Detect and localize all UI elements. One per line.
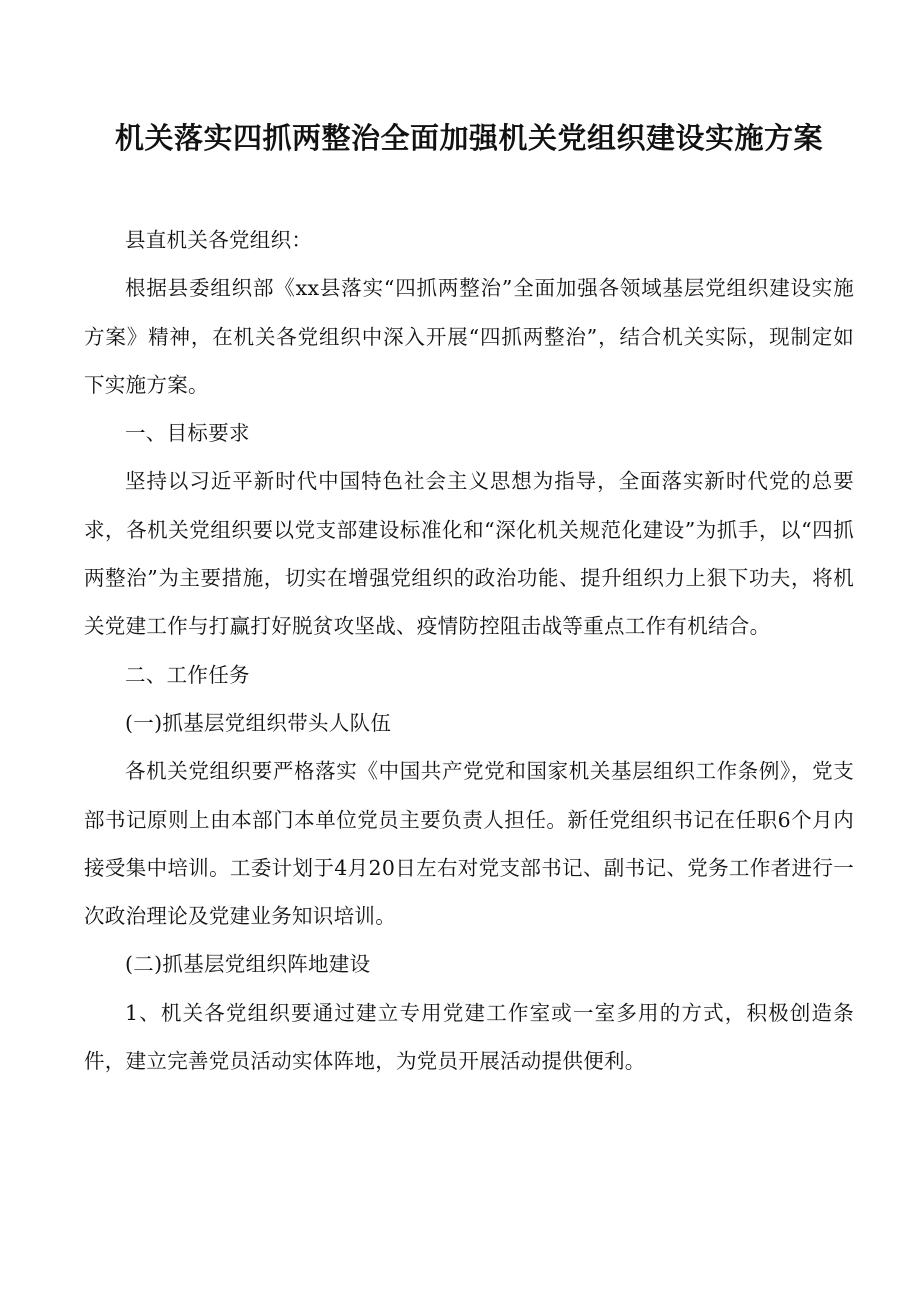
goals-paragraph: 坚持以习近平新时代中国特色社会主义思想为指导，全面落实新时代党的总要求，各机关党组织要以党支部建设标准化和“深化机关规范化建设”为抓手，以“四抓两整治”为主要措施，切实在增强党组织的政治功能、提升组织力上狠下功夫，将机关党建工作与打赢打好脱贫攻坚战、疫情防控阻击战等重点工作有机结合。 bbox=[84, 469, 854, 639]
intro-paragraph: 根据县委组织部《xx县落实“四抓两整治”全面加强各领域基层党组织建设实施方案》精神，在机关各党组织中深入开展“四抓两整治”，结合机关实际，现制定如下实施方案。 bbox=[84, 276, 854, 397]
subsection-heading-leaders: (一)抓基层党组织带头人队伍 bbox=[125, 710, 392, 735]
facilities-paragraph: 1、机关各党组织要通过建立专用党建工作室或一室多用的方式，积极创造条件，建立完善党员活动实体阵地，为党员开展活动提供便利。 bbox=[84, 1000, 854, 1074]
salutation: 县直机关各党组织： bbox=[125, 228, 313, 252]
subsection-heading-facilities: (二)抓基层党组织阵地建设 bbox=[125, 952, 371, 977]
section-heading-goals: 一、目标要求 bbox=[125, 421, 250, 446]
document-body bbox=[84, 216, 854, 1085]
section-heading-tasks: 二、工作任务 bbox=[125, 662, 250, 687]
leaders-paragraph: 各机关党组织要严格落实《中国共产党党和国家机关基层组织工作条例》，党支部书记原则上由本部门本单位党员主要负责人担任。新任党组织书记在任职6个月内接受集中培训。工委计划于4月20日左右对党支部书记、副书记、党务工作者进行一次政治理论及党建业务知识培训。 bbox=[84, 759, 854, 929]
document-title: 机关落实四抓两整治全面加强机关党组织建设实施方案 bbox=[114, 121, 823, 155]
